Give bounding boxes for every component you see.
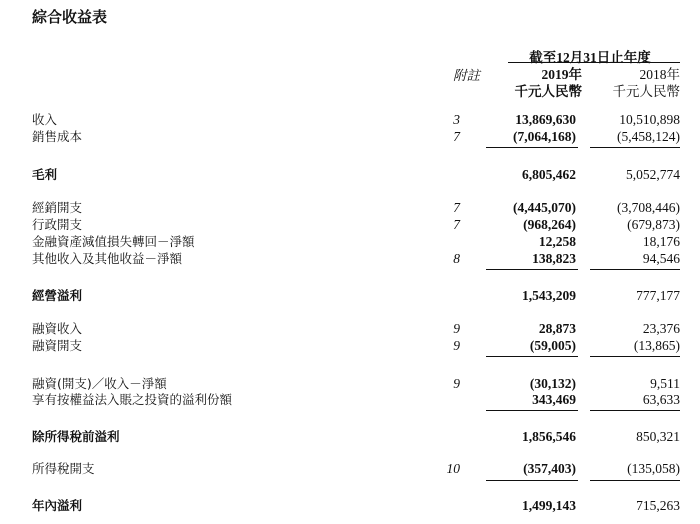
subtotal-line bbox=[486, 147, 578, 148]
value-2019: 13,869,630 bbox=[515, 112, 576, 127]
value-2019: 343,469 bbox=[532, 392, 576, 407]
row-note: 7 bbox=[453, 217, 460, 232]
unit-2018-header: 千元人民幣 bbox=[612, 84, 680, 99]
value-2019: 28,873 bbox=[538, 321, 576, 336]
subtotal-line bbox=[590, 147, 680, 148]
row-label: 毛利 bbox=[32, 167, 58, 182]
period-header: 截至12月31日止年度 bbox=[529, 50, 651, 65]
value-2018: 715,263 bbox=[636, 498, 680, 513]
value-2019: (59,005) bbox=[529, 338, 576, 353]
table-row bbox=[0, 428, 700, 445]
value-2019: 1,856,546 bbox=[522, 429, 576, 444]
value-2019: (968,264) bbox=[523, 217, 576, 232]
value-2018: 18,176 bbox=[642, 234, 680, 249]
row-label: 融資收入 bbox=[32, 321, 83, 336]
value-2018: 63,633 bbox=[642, 392, 680, 407]
value-2019: 138,823 bbox=[532, 251, 576, 266]
year-2018-header: 2018年 bbox=[639, 67, 680, 82]
value-2019: (357,403) bbox=[523, 461, 576, 476]
table-row bbox=[0, 497, 700, 514]
table-row bbox=[0, 199, 700, 216]
row-label: 銷售成本 bbox=[32, 129, 83, 144]
row-label: 所得稅開支 bbox=[32, 461, 95, 476]
row-label: 享有按權益法入賬之投資的溢利份額 bbox=[32, 392, 233, 407]
value-2018: 850,321 bbox=[636, 429, 680, 444]
row-note: 3 bbox=[453, 112, 460, 127]
table-row bbox=[0, 128, 700, 145]
row-note: 9 bbox=[453, 321, 460, 336]
row-label: 其他收入及其他收益－淨額 bbox=[32, 251, 183, 266]
subtotal-line bbox=[486, 356, 578, 357]
value-2018: (5,458,124) bbox=[617, 129, 680, 144]
row-label: 融資開支 bbox=[32, 338, 83, 353]
value-2018: 9,511 bbox=[650, 376, 680, 391]
row-label: 融資(開支)／收入－淨額 bbox=[32, 376, 167, 391]
row-note: 8 bbox=[453, 251, 460, 266]
value-2018: 94,546 bbox=[642, 251, 680, 266]
subtotal-line bbox=[590, 356, 680, 357]
note-column-header: 附註 bbox=[453, 68, 480, 83]
subtotal-line bbox=[486, 410, 578, 411]
value-2018: 5,052,774 bbox=[626, 167, 680, 182]
year-2019-header: 2019年 bbox=[541, 67, 582, 82]
value-2019: (4,445,070) bbox=[513, 200, 576, 215]
row-note: 7 bbox=[453, 129, 460, 144]
value-2018: (679,873) bbox=[627, 217, 680, 232]
value-2019: 1,499,143 bbox=[522, 498, 576, 513]
value-2019: 1,543,209 bbox=[522, 288, 576, 303]
table-row bbox=[0, 216, 700, 233]
table-row bbox=[0, 375, 700, 392]
row-note: 9 bbox=[453, 376, 460, 391]
table-row bbox=[0, 111, 700, 128]
subtotal-line bbox=[590, 269, 680, 270]
value-2019: 12,258 bbox=[538, 234, 576, 249]
value-2018: 777,177 bbox=[636, 288, 680, 303]
row-label: 年內溢利 bbox=[32, 498, 83, 513]
row-label: 收入 bbox=[32, 112, 58, 127]
row-label: 金融資產減值損失轉回－淨額 bbox=[32, 234, 195, 249]
table-row bbox=[0, 250, 700, 267]
subtotal-line bbox=[590, 480, 680, 481]
row-note: 9 bbox=[453, 338, 460, 353]
table-row bbox=[0, 287, 700, 304]
value-2018: (13,865) bbox=[633, 338, 680, 353]
value-2019: (30,132) bbox=[529, 376, 576, 391]
row-note: 7 bbox=[453, 200, 460, 215]
table-row bbox=[0, 460, 700, 477]
value-2019: (7,064,168) bbox=[513, 129, 576, 144]
value-2019: 6,805,462 bbox=[522, 167, 576, 182]
value-2018: (3,708,446) bbox=[617, 200, 680, 215]
table-row bbox=[0, 320, 700, 337]
value-2018: (135,058) bbox=[627, 461, 680, 476]
subtotal-line bbox=[486, 269, 578, 270]
value-2018: 23,376 bbox=[642, 321, 680, 336]
row-label: 經營溢利 bbox=[32, 288, 83, 303]
subtotal-line bbox=[590, 410, 680, 411]
statement-title: 綜合收益表 bbox=[32, 8, 108, 26]
row-label: 經銷開支 bbox=[32, 200, 83, 215]
row-label: 行政開支 bbox=[32, 217, 83, 232]
table-row bbox=[0, 391, 700, 408]
subtotal-line bbox=[486, 480, 578, 481]
value-2018: 10,510,898 bbox=[619, 112, 680, 127]
row-label: 除所得稅前溢利 bbox=[32, 429, 120, 444]
table-row bbox=[0, 337, 700, 354]
unit-2019-header: 千元人民幣 bbox=[514, 84, 582, 99]
table-row bbox=[0, 233, 700, 250]
table-row bbox=[0, 166, 700, 183]
row-note: 10 bbox=[446, 461, 460, 476]
